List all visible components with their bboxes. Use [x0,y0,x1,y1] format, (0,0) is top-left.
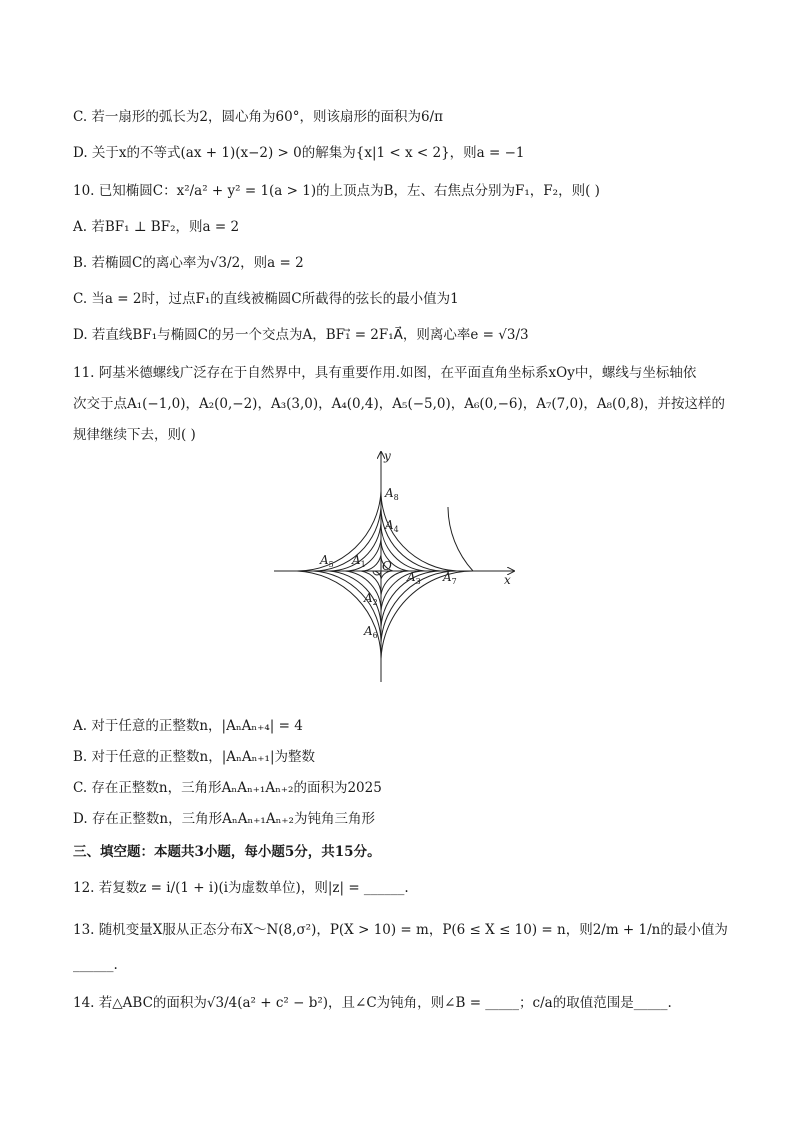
option-10c: C. 当a = 2时，过点F₁的直线被椭圆C所截得的弦长的最小值为1 [73,291,459,307]
point-label-a2: $A_2$ [364,591,378,607]
point-label-a7: $A_7$ [443,570,457,586]
option-10a: A. 若BF₁ ⊥ BF₂，则a = 2 [73,219,240,235]
option-9c: C. 若一扇形的弧长为2，圆心角为60°，则该扇形的面积为6/π [73,109,443,125]
question-13-line-1: 13. 随机变量X服从正态分布X～N(8,σ²)，P(X > 10) = m，P(6 ≤ X ≤ 10) = n，则2/m + 1/n的最小值为 [73,922,728,938]
point-label-a3: $A_3$ [407,570,421,586]
option-10b: B. 若椭圆C的离心率为√3/2，则a = 2 [73,255,304,271]
x-axis-label: x [504,573,511,587]
question-11-line-1: 11. 阿基米德螺线广泛存在于自然界中，具有重要作用.如图，在平面直角坐标系xOy中，螺线与坐标轴依 [73,365,697,381]
point-label-a8: $A_8$ [385,486,399,502]
point-label-a4: $A_4$ [385,518,399,534]
option-11b: B. 对于任意的正整数n，|AₙAₙ₊₁|为整数 [73,749,316,765]
option-11d: D. 存在正整数n，三角形AₙAₙ₊₁Aₙ₊₂为钝角三角形 [73,811,375,827]
question-11-line-2: 次交于点A₁(−1,0)，A₂(0,−2)，A₃(3,0)，A₄(0,4)，A₅(−5,0)，A₆(0,−6)，A₇(7,0)，A₈(0,8)，并按这样的 [73,396,726,412]
spiral-figure [268,446,526,686]
question-14: 14. 若△ABC的面积为√3/4(a² + c² − b²)，且∠C为钝角，则∠B = _____；c/a的取值范围是_____. [73,995,672,1011]
y-axis-label: y [384,449,391,463]
option-11a: A. 对于任意的正整数n，|AₙAₙ₊₄| = 4 [73,718,303,734]
option-10d: D. 若直线BF₁与椭圆C的另一个交点为A，BF₁⃗ = 2F₁A⃗，则离心率e = √3/3 [73,327,529,343]
origin-label: O [382,559,392,573]
option-9d: D. 关于x的不等式(ax + 1)(x−2) > 0的解集为{x|1 < x < 2}，则a = −1 [73,145,525,161]
question-11-line-3: 规律继续下去，则( ) [73,427,196,443]
question-10: 10. 已知椭圆C：x²/a² + y² = 1(a > 1)的上顶点为B，左、右焦点分别为F₁，F₂，则( ) [73,183,600,199]
spiral-diagram [268,446,526,686]
point-label-a5: $A_5$ [320,553,334,569]
option-11c: C. 存在正整数n，三角形AₙAₙ₊₁Aₙ₊₂的面积为2025 [73,780,382,796]
section-3-heading: 三、填空题：本题共3小题，每小题5分，共15分。 [73,844,381,860]
question-12: 12. 若复数z = i/(1 + i)(i为虚数单位)，则|z| = ______. [73,880,409,896]
point-label-a6: $A_6$ [364,624,378,640]
question-13-line-2: ______. [73,957,118,973]
point-label-a1: $A_1$ [352,553,366,569]
